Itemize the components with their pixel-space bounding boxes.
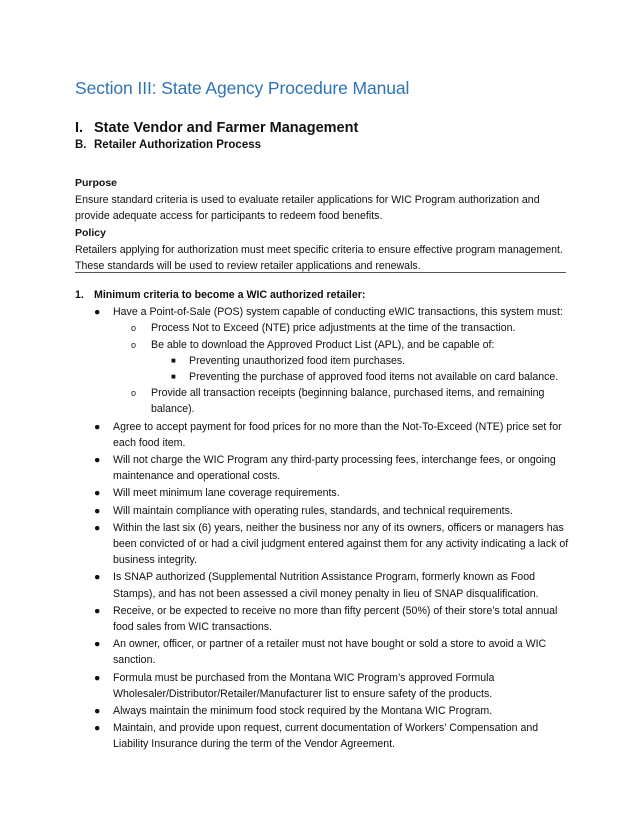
criteria-heading <box>75 287 570 303</box>
bullet-icon: ● <box>94 604 101 617</box>
criteria-item <box>75 603 570 635</box>
circle-bullet-icon: o <box>131 388 137 399</box>
section-title: Section III: State Agency Procedure Manual <box>75 78 410 98</box>
criteria-subitem <box>113 320 570 336</box>
criteria-item-text: Maintain, and provide upon request, current documentation of Workers’ Compensation and Liability Insurance during the term of the Vendor Agreement. <box>113 722 539 751</box>
policy-text: Retailers applying for authorization must meet specific criteria to ensure effective program management. These standards will be used to review retailer applications and renewals. <box>75 244 563 272</box>
criteria-item <box>75 419 570 451</box>
criteria-item <box>75 452 570 484</box>
bullet-icon: ● <box>94 504 101 517</box>
bullet-icon: ● <box>94 487 101 500</box>
criteria-subitem-text: Process Not to Exceed (NTE) price adjustments at the time of the transaction. <box>151 322 516 335</box>
criteria-item-text: Receive, or be expected to receive no more than fifty percent (50%) of their store’s total annual food sales from WIC transactions. <box>113 604 558 634</box>
criteria-item <box>75 720 570 752</box>
criteria-section <box>75 287 570 754</box>
criteria-item <box>75 670 570 702</box>
square-bullet-icon: ■ <box>171 355 176 365</box>
criteria-item <box>75 703 570 719</box>
criteria-subsubitem <box>151 353 570 369</box>
criteria-subsubitem <box>151 369 570 385</box>
purpose-text: Ensure standard criteria is used to evaluate retailer applications for WIC Program authorization and provide adequate access for participants to redeem food benefits. <box>75 194 540 222</box>
bullet-icon: ● <box>94 306 101 319</box>
criteria-item <box>75 520 570 569</box>
criteria-item <box>75 636 570 668</box>
bullet-icon: ● <box>94 454 101 467</box>
criteria-item-text: Will maintain compliance with operating rules, standards, and technical requirements. <box>113 504 513 517</box>
criteria-subitem-text: Provide all transaction receipts (beginning balance, purchased items, and remaining balance). <box>151 387 545 416</box>
criteria-item-text: An owner, officer, or partner of a retailer must not have bought or sold a store to avoid a WIC sanction. <box>113 638 547 667</box>
criteria-subitem-text: Be able to download the Approved Product List (APL), and be capable of: <box>151 338 495 351</box>
criteria-subitem <box>113 337 570 386</box>
bullet-icon: ● <box>94 705 101 718</box>
heading-level-1 <box>75 120 358 136</box>
bullet-icon: ● <box>94 420 101 433</box>
criteria-item-text: Will not charge the WIC Program any third-party processing fees, interchange fees, or ongoing maintenance and operational costs. <box>113 454 556 483</box>
criteria-item-text: Formula must be purchased from the Montana WIC Program’s approved Formula Wholesaler/Distributor/Retailer/Manufacturer list to ensure safety of the products. <box>113 671 495 700</box>
criteria-item-text: Within the last six (6) years, neither the business nor any of its owners, officers or managers has been convicted of or had a civil judgment entered against them for any activity indicating a lack of business integrity. <box>113 521 569 567</box>
bullet-icon: ● <box>94 722 101 735</box>
circle-bullet-icon: o <box>131 339 137 350</box>
criteria-heading-text: Minimum criteria to become a WIC authorized retailer: <box>94 289 366 301</box>
square-bullet-icon: ■ <box>171 372 176 382</box>
bullet-icon: ● <box>94 521 101 534</box>
purpose-label: Purpose <box>75 177 118 189</box>
bullet-icon: ● <box>94 638 101 651</box>
bullet-icon: ● <box>94 671 101 684</box>
section-divider <box>75 272 566 273</box>
criteria-item-text: Is SNAP authorized (Supplemental Nutrition Assistance Program, formerly known as Food Stamps), and has not been assessed a civil money penalty in lieu of SNAP disqualification. <box>113 571 539 600</box>
criteria-subsubitem-text: Preventing unauthorized food item purchases. <box>189 354 406 367</box>
criteria-subsubitem-text: Preventing the purchase of approved food items not available on card balance. <box>189 371 559 384</box>
criteria-item <box>75 503 570 519</box>
criteria-item <box>75 485 570 501</box>
criteria-item <box>75 304 570 417</box>
criteria-item-text: Always maintain the minimum food stock required by the Montana WIC Program. <box>113 705 493 718</box>
heading-2-text: Retailer Authorization Process <box>94 139 262 151</box>
criteria-list <box>75 304 570 752</box>
bullet-icon: ● <box>94 571 101 584</box>
criteria-subitem <box>113 385 570 417</box>
criteria-item-text: Will meet minimum lane coverage requirements. <box>113 487 340 500</box>
criteria-sublist <box>113 320 570 417</box>
heading-2-number: B. <box>75 139 87 151</box>
criteria-item-text: Have a Point-of-Sale (POS) system capable of conducting eWIC transactions, this system must: <box>113 306 563 319</box>
heading-level-2 <box>75 139 261 151</box>
criteria-subsublist <box>151 353 570 385</box>
circle-bullet-icon: o <box>131 323 137 334</box>
policy-label: Policy <box>75 227 106 239</box>
heading-1-number: I. <box>75 120 84 136</box>
criteria-item <box>75 569 570 601</box>
heading-1-text: State Vendor and Farmer Management <box>94 120 359 136</box>
criteria-item-text: Agree to accept payment for food prices for no more than the Not-To-Exceed (NTE) price set for each food item. <box>113 420 562 449</box>
criteria-number: 1. <box>75 289 84 301</box>
